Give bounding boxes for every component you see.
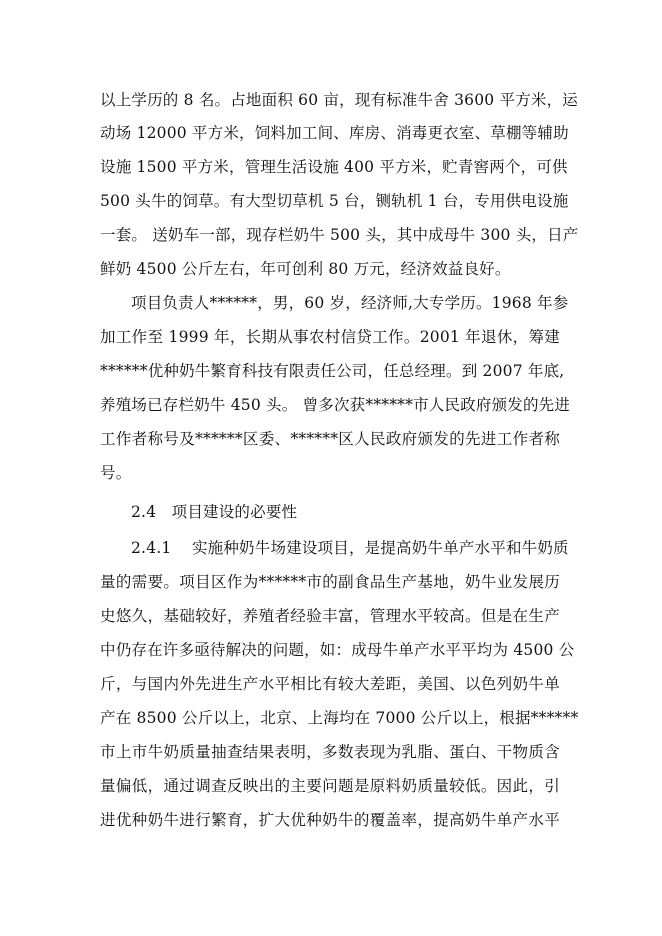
paragraph-1-line-6: 鲜奶 4500 公斤左右，年可创利 80 万元，经济效益良好。 <box>100 260 511 278</box>
paragraph-3-line-6: 产在 8500 公斤以上，北京、上海均在 7000 公斤以上，根据****** <box>100 709 579 727</box>
paragraph-2-line-6: 号。 <box>100 464 132 482</box>
paragraph-1-line-4: 500 头牛的饲草。有大型切草机 5 台，铡轨机 1 台，专用供电设施 <box>100 192 569 210</box>
paragraph-3-line-7: 市上市牛奶质量抽查结果表明，多数表现为乳脂、蛋白、干物质含 <box>100 743 560 761</box>
paragraph-3-line-2: 量的需要。项目区作为******市的副食品生产基地，奶牛业发展历 <box>100 573 560 591</box>
paragraph-1-line-1: 以上学历的 8 名。占地面积 60 亩，现有标准牛舍 3600 平方米，运 <box>100 91 578 109</box>
paragraph-2-line-3: ******优种奶牛繁育科技有限责任公司，任总经理。到 2007 年底, <box>100 362 565 380</box>
paragraph-3-line-9: 进优种奶牛进行繁育，扩大优种奶牛的覆盖率，提高奶牛单产水平 <box>100 811 560 829</box>
paragraph-3-line-5: 斤，与国内外先进生产水平相比有较大差距，美国、以色列奶牛单 <box>100 675 560 693</box>
paragraph-1-line-3: 设施 1500 平方米，管理生活设施 400 平方米，贮青窖两个，可供 <box>100 158 568 176</box>
paragraph-2-line-4: 养殖场已存栏奶牛 450 头。 曾多次获******市人民政府颁发的先进 <box>100 396 571 414</box>
paragraph-3-line-1: 2.4.1 实施种奶牛场建设项目，是提高奶牛单产水平和牛奶质 <box>131 539 569 557</box>
paragraph-3-line-4: 中仍存在许多亟待解决的问题，如：成母牛单产水平平均为 4500 公 <box>100 641 575 659</box>
section-heading: 2.4 项目建设的必要性 <box>131 503 298 521</box>
paragraph-1-line-2: 动场 12000 平方米，饲料加工间、库房、消毒更衣室、草棚等辅助 <box>100 124 569 142</box>
paragraph-2-line-5: 工作者称号及******区委、******区人民政府颁发的先进工作者称 <box>100 430 560 448</box>
paragraph-1-line-5: 一套。 送奶车一部，现存栏奶牛 500 头，其中成母牛 300 头，日产 <box>100 226 579 244</box>
paragraph-2-line-1: 项目负责人******，男，60 岁，经济师,大专学历。1968 年参 <box>131 294 569 312</box>
paragraph-3-line-8: 量偏低，通过调查反映出的主要问题是原料奶质量较低。因此，引 <box>100 777 560 795</box>
paragraph-3-line-3: 史悠久，基础较好，养殖者经验丰富，管理水平较高。但是在生产 <box>100 607 560 625</box>
paragraph-2-line-2: 加工作至 1999 年，长期从事农村信贷工作。2001 年退休，筹建 <box>100 328 560 346</box>
